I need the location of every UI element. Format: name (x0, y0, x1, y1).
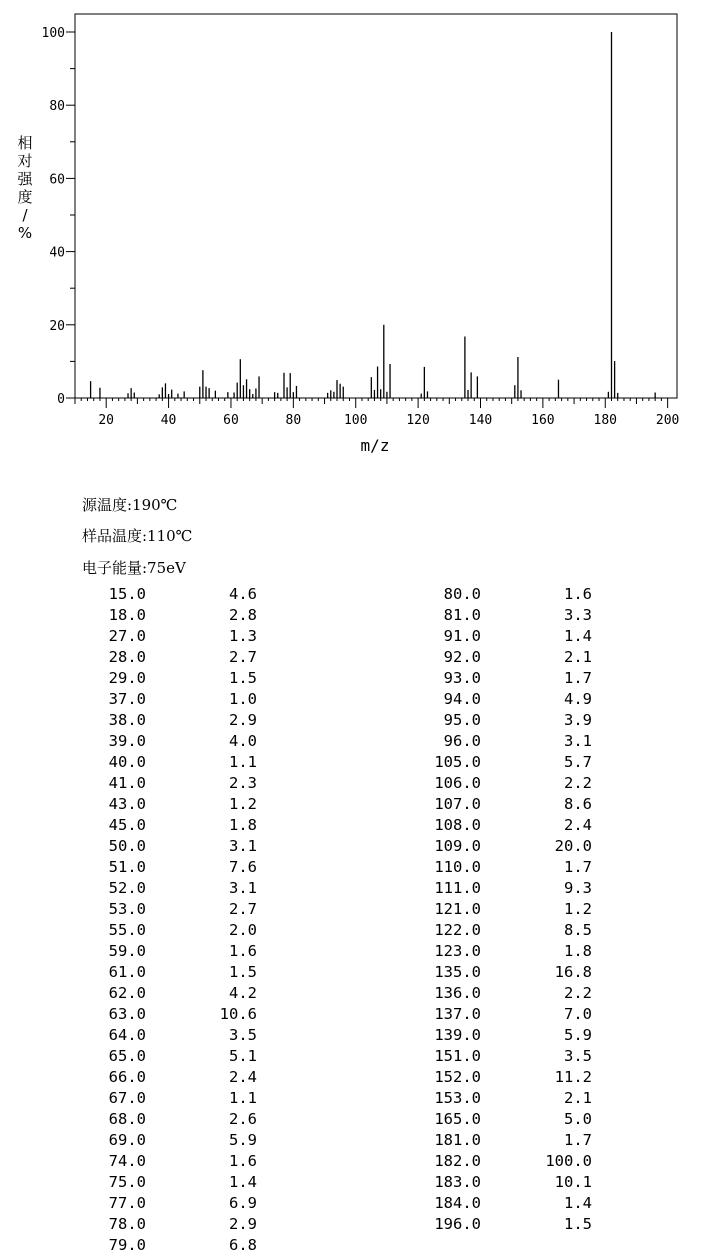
mz-value: 92.0 (443, 648, 481, 666)
abundance-value: 2.7 (229, 648, 257, 666)
mz-value: 151.0 (434, 1047, 481, 1065)
mz-value: 110.0 (434, 858, 481, 876)
abundance-value: 2.1 (564, 648, 592, 666)
electron-energy: 电子能量:75eV (82, 559, 186, 577)
mz-value: 77.0 (108, 1194, 146, 1212)
abundance-value: 5.0 (564, 1110, 592, 1128)
abundance-value: 1.6 (229, 1152, 257, 1170)
x-tick-label: 20 (98, 413, 115, 428)
mz-value: 139.0 (434, 1026, 481, 1044)
abundance-value: 1.4 (229, 1173, 257, 1191)
mz-value: 69.0 (108, 1131, 146, 1149)
abundance-value: 1.6 (564, 585, 592, 603)
x-tick-label: 160 (531, 413, 555, 428)
abundance-value: 1.8 (564, 942, 592, 960)
mz-value: 95.0 (443, 711, 481, 729)
x-tick-label: 100 (343, 413, 368, 428)
abundance-value: 1.4 (564, 1194, 592, 1212)
y-axis-label (17, 134, 33, 242)
mz-value: 78.0 (108, 1215, 146, 1233)
abundance-value: 2.3 (229, 774, 257, 792)
y-axis-label-char: 度 (17, 188, 33, 206)
mz-value: 40.0 (108, 753, 146, 771)
x-tick-label: 120 (406, 413, 430, 428)
mz-value: 41.0 (108, 774, 146, 792)
y-axis-label-char: / (22, 206, 28, 224)
x-tick-label: 140 (468, 413, 493, 428)
mz-value: 136.0 (434, 984, 481, 1002)
mz-value: 111.0 (434, 879, 481, 897)
abundance-value: 5.9 (229, 1131, 257, 1149)
mz-value: 18.0 (108, 606, 146, 624)
mz-value: 181.0 (434, 1131, 481, 1149)
abundance-value: 11.2 (554, 1068, 592, 1086)
abundance-value: 1.2 (564, 900, 592, 918)
abundance-value: 20.0 (554, 837, 592, 855)
abundance-value: 2.6 (229, 1110, 257, 1128)
abundance-value: 3.5 (229, 1026, 257, 1044)
x-axis-label: m/z (360, 436, 390, 455)
mz-value: 66.0 (108, 1068, 146, 1086)
abundance-value: 5.1 (229, 1047, 257, 1065)
sample-temperature: 样品温度:110℃ (82, 527, 193, 545)
abundance-value: 5.7 (564, 753, 592, 771)
mz-value: 106.0 (434, 774, 481, 792)
abundance-value: 1.5 (229, 963, 257, 981)
abundance-value: 2.0 (229, 921, 257, 939)
mz-value: 63.0 (108, 1005, 146, 1023)
abundance-value: 1.6 (229, 942, 257, 960)
mz-value: 165.0 (434, 1110, 481, 1128)
mz-value: 79.0 (108, 1236, 146, 1254)
spectrum-peaks (91, 32, 656, 398)
y-axis-label-char: % (17, 224, 33, 242)
mz-value: 75.0 (108, 1173, 146, 1191)
abundance-value: 2.9 (229, 1215, 257, 1233)
abundance-value: 1.5 (229, 669, 257, 687)
mass-spectrum-chart (0, 0, 709, 470)
x-tick-label: 80 (285, 413, 302, 428)
abundance-value: 7.0 (564, 1005, 592, 1023)
abundance-value: 3.5 (564, 1047, 592, 1065)
abundance-value: 1.1 (229, 1089, 257, 1107)
mz-value: 50.0 (108, 837, 146, 855)
abundance-value: 6.9 (229, 1194, 257, 1212)
abundance-value: 8.5 (564, 921, 592, 939)
y-axis (42, 26, 75, 407)
mz-value: 81.0 (443, 606, 481, 624)
mz-value: 67.0 (108, 1089, 146, 1107)
abundance-value: 2.8 (229, 606, 257, 624)
mz-value: 80.0 (443, 585, 481, 603)
x-tick-label: 40 (160, 413, 177, 428)
mz-value: 96.0 (443, 732, 481, 750)
abundance-value: 1.7 (564, 1131, 592, 1149)
x-tick-label: 60 (223, 413, 239, 428)
abundance-value: 3.1 (229, 879, 257, 897)
y-tick-label: 20 (49, 318, 65, 334)
mz-value: 59.0 (108, 942, 146, 960)
abundance-value: 1.8 (229, 816, 257, 834)
source-temperature: 源温度:190℃ (82, 496, 178, 514)
mz-value: 109.0 (434, 837, 481, 855)
mz-value: 51.0 (108, 858, 146, 876)
plot-frame (75, 14, 677, 398)
abundance-value: 2.2 (564, 774, 592, 792)
abundance-value: 7.6 (229, 858, 257, 876)
mz-value: 135.0 (434, 963, 481, 981)
abundance-value: 2.7 (229, 900, 257, 918)
mz-value: 74.0 (108, 1152, 146, 1170)
mz-value: 28.0 (108, 648, 146, 666)
mz-value: 64.0 (108, 1026, 146, 1044)
mz-value: 122.0 (434, 921, 481, 939)
abundance-value: 3.9 (564, 711, 592, 729)
abundance-value: 8.6 (564, 795, 592, 813)
mz-value: 93.0 (443, 669, 481, 687)
mz-value: 39.0 (108, 732, 146, 750)
y-tick-label: 40 (49, 245, 65, 261)
mz-value: 45.0 (108, 816, 146, 834)
abundance-value: 16.8 (554, 963, 592, 981)
y-axis-label-char: 强 (17, 170, 33, 188)
mz-value: 182.0 (434, 1152, 481, 1170)
abundance-value: 9.3 (564, 879, 592, 897)
abundance-value: 4.2 (229, 984, 257, 1002)
abundance-value: 2.4 (229, 1068, 257, 1086)
mz-value: 152.0 (434, 1068, 481, 1086)
abundance-value: 2.1 (564, 1089, 592, 1107)
mz-value: 37.0 (108, 690, 146, 708)
mz-value: 153.0 (434, 1089, 481, 1107)
abundance-value: 4.9 (564, 690, 592, 708)
abundance-value: 3.3 (564, 606, 592, 624)
mz-value: 68.0 (108, 1110, 146, 1128)
x-axis (75, 398, 679, 428)
mz-value: 55.0 (108, 921, 146, 939)
y-tick-label: 0 (57, 392, 65, 407)
abundance-value: 2.9 (229, 711, 257, 729)
mz-value: 27.0 (108, 627, 146, 645)
abundance-value: 5.9 (564, 1026, 592, 1044)
abundance-value: 2.2 (564, 984, 592, 1002)
mz-value: 43.0 (108, 795, 146, 813)
abundance-value: 1.2 (229, 795, 257, 813)
abundance-value: 1.5 (564, 1215, 592, 1233)
mz-value: 52.0 (108, 879, 146, 897)
abundance-value: 6.8 (229, 1236, 257, 1254)
y-axis-label-char: 对 (17, 152, 33, 170)
abundance-value: 1.7 (564, 858, 592, 876)
mz-value: 15.0 (108, 585, 146, 603)
abundance-value: 1.3 (229, 627, 257, 645)
x-tick-label: 180 (593, 413, 618, 428)
abundance-value: 3.1 (564, 732, 592, 750)
mz-value: 61.0 (108, 963, 146, 981)
mz-value: 107.0 (434, 795, 481, 813)
mz-value: 196.0 (434, 1215, 481, 1233)
y-tick-label: 60 (49, 172, 65, 188)
mz-value: 137.0 (434, 1005, 481, 1023)
abundance-value: 4.6 (229, 585, 257, 603)
mz-value: 62.0 (108, 984, 146, 1002)
abundance-value: 1.4 (564, 627, 592, 645)
mz-value: 29.0 (108, 669, 146, 687)
mz-value: 53.0 (108, 900, 146, 918)
abundance-value: 1.1 (229, 753, 257, 771)
y-tick-label: 100 (41, 26, 65, 41)
mz-value: 108.0 (434, 816, 481, 834)
abundance-value: 1.0 (229, 690, 257, 708)
mz-value: 38.0 (108, 711, 146, 729)
y-axis-label-char: 相 (17, 134, 33, 152)
mz-value: 183.0 (434, 1173, 481, 1191)
abundance-value: 3.1 (229, 837, 257, 855)
mz-value: 105.0 (434, 753, 481, 771)
abundance-value: 100.0 (545, 1152, 592, 1170)
mz-value: 94.0 (443, 690, 481, 708)
abundance-value: 4.0 (229, 732, 257, 750)
mz-value: 121.0 (434, 900, 481, 918)
abundance-value: 10.6 (219, 1005, 257, 1023)
abundance-value: 2.4 (564, 816, 592, 834)
y-tick-label: 80 (49, 99, 65, 115)
mz-value: 65.0 (108, 1047, 146, 1065)
abundance-value: 1.7 (564, 669, 592, 687)
mz-value: 123.0 (434, 942, 481, 960)
abundance-value: 10.1 (554, 1173, 592, 1191)
x-tick-label: 200 (655, 413, 680, 428)
mz-value: 184.0 (434, 1194, 481, 1212)
mz-value: 91.0 (443, 627, 481, 645)
